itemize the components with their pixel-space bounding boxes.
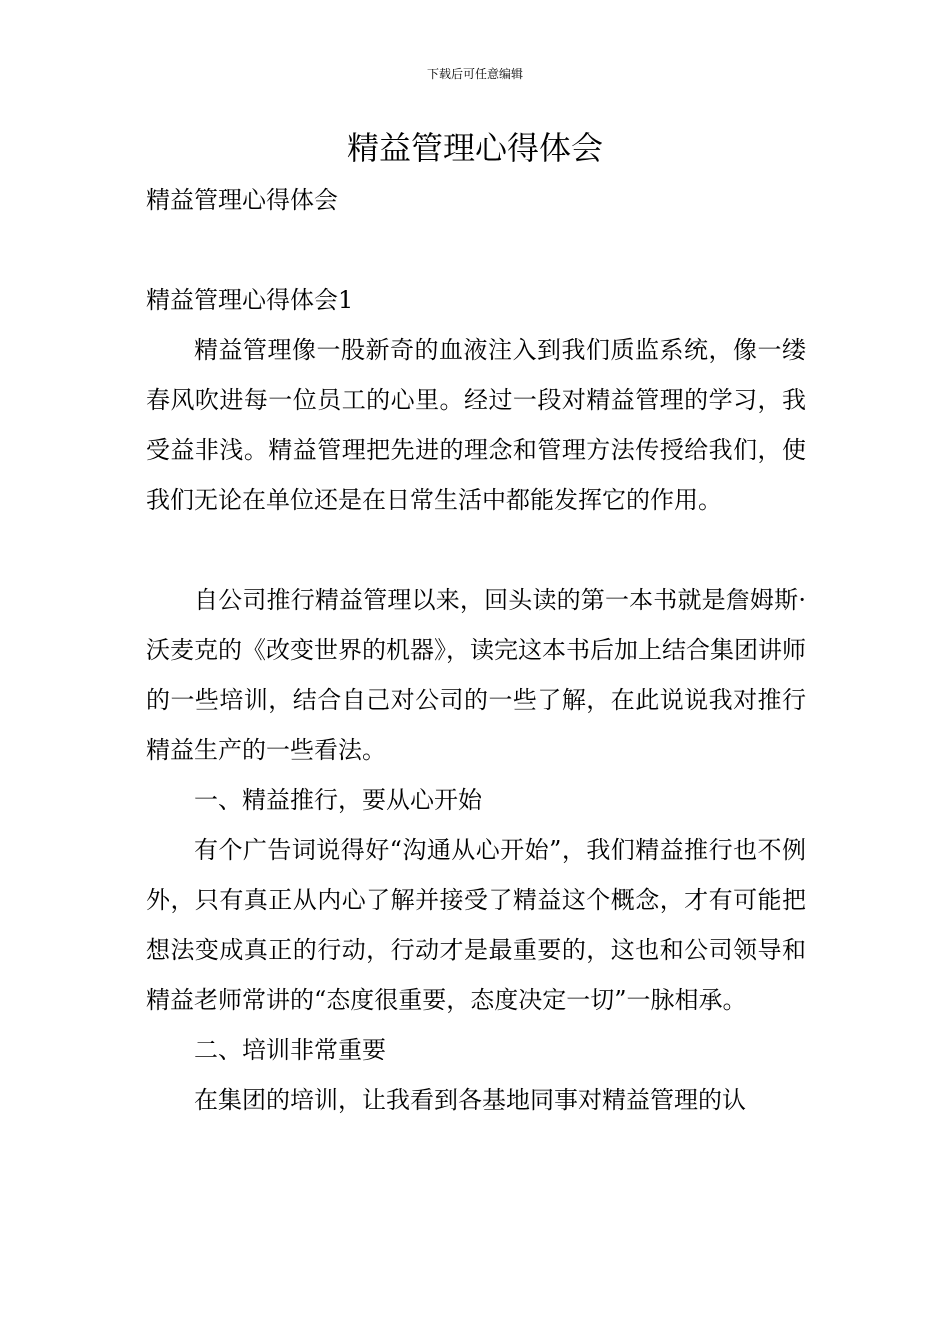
paragraph: 有个广告词说得好“沟通从心开始”，我们精益推行也不例外，只有真正从内心了解并接受了精益这个概念，才有可能把想法变成真正的行动，行动才是最重要的，这也和公司领导和精益老师常讲的“态度很重要，态度决定一切”一脉相承。 (146, 836, 806, 1014)
paragraph: 精益管理像一股新奇的血液注入到我们质监系统，像一缕春风吹进每一位员工的心里。经过一段对精益管理的学习，我受益非浅。精益管理把先进的理念和管理方法传授给我们，使我们无论在单位还是在日常生活中都能发挥它的作用。 (146, 336, 806, 514)
paragraph: 自公司推行精益管理以来，回头读的第一本书就是詹姆斯·沃麦克的《改变世界的机器》，读完这本书后加上结合集团讲师的一些培训，结合自己对公司的一些了解，在此说说我对推行精益生产的一些看法。 (146, 586, 806, 764)
document-subtitle: 精益管理心得体会 (146, 186, 338, 214)
document-title: 精益管理心得体会 (346, 129, 603, 167)
heading-2: 二、培训非常重要 (194, 1036, 386, 1064)
header-note: 下载后可任意编辑 (426, 67, 523, 81)
section-title: 精益管理心得体会1 (146, 286, 354, 314)
heading-1: 一、精益推行，要从心开始 (194, 786, 482, 814)
paragraph: 在集团的培训，让我看到各基地同事对精益管理的认 (194, 1086, 746, 1114)
document-body (146, 325, 806, 1125)
